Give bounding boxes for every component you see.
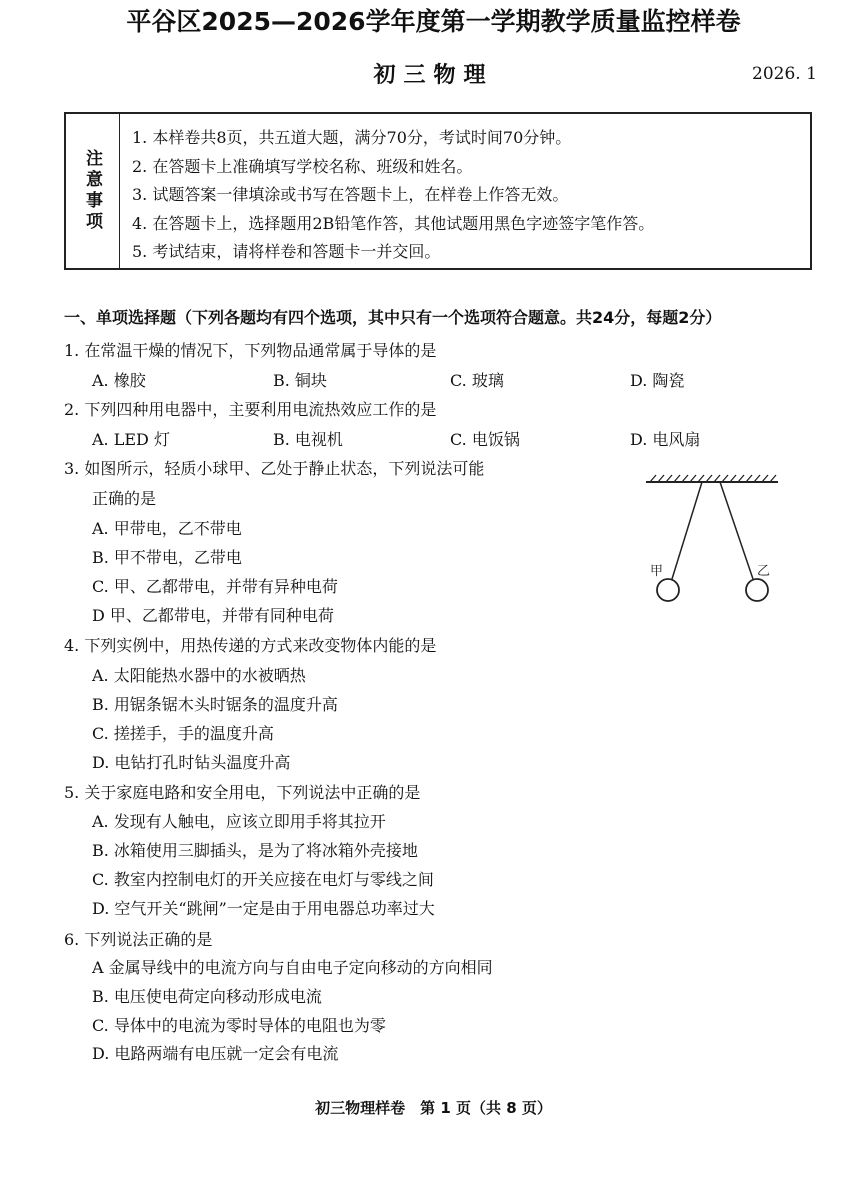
exam-date: 2026. 1 xyxy=(752,64,817,84)
string-yi xyxy=(720,482,753,579)
notice-label-cell xyxy=(66,114,120,268)
ceiling-hatch xyxy=(650,475,776,482)
notice-box xyxy=(64,112,812,270)
ball-jia xyxy=(657,579,679,601)
question-stem: 1. 在常温干燥的情况下，下列物品通常属于导体的是 xyxy=(64,341,437,360)
exam-title: 平谷区2025—2026学年度第一学期教学质量监控样卷 xyxy=(126,7,741,36)
option: A. 发现有人触电，应该立即用手将其拉开 xyxy=(92,812,386,831)
section-heading: 一、单项选择题（下列各题均有四个选项，其中只有一个选项符合题意。共24分，每题2分） xyxy=(64,308,722,327)
option: C. 甲、乙都带电，并带有异种电荷 xyxy=(92,577,338,596)
question-stem: 6. 下列说法正确的是 xyxy=(64,930,213,949)
question-stem: 3. 如图所示，轻质小球甲、乙处于静止状态，下列说法可能 xyxy=(64,459,485,478)
option: B. 冰箱使用三脚插头，是为了将冰箱外壳接地 xyxy=(92,841,418,860)
notice-label: 注意事项 xyxy=(82,149,102,233)
notice-list xyxy=(132,124,654,267)
option: D. 电路两端有电压就一定会有电流 xyxy=(92,1044,339,1063)
option: D. 电钻打孔时钻头温度升高 xyxy=(92,753,291,772)
option: A. 橡胶 xyxy=(92,371,146,390)
option: C. 搓搓手，手的温度升高 xyxy=(92,724,274,743)
notice-item: 2. 在答题卡上准确填写学校名称、班级和姓名。 xyxy=(132,156,473,176)
string-jia xyxy=(672,482,702,579)
ball-yi xyxy=(746,579,768,601)
option: B. 铜块 xyxy=(273,371,327,390)
option: B. 电压使电荷定向移动形成电流 xyxy=(92,987,322,1006)
option: D. 电风扇 xyxy=(630,430,701,449)
option: A. 甲带电，乙不带电 xyxy=(92,519,242,538)
notice-item: 1. 本样卷共8页，共五道大题，满分70分，考试时间70分钟。 xyxy=(132,128,572,147)
option: D. 空气开关“跳闸”一定是由于用电器总功率过大 xyxy=(92,899,435,918)
option: A. 太阳能热水器中的水被晒热 xyxy=(92,666,306,685)
option: D 甲、乙都带电，并带有同种电荷 xyxy=(92,606,334,625)
suspended-balls-figure xyxy=(640,466,785,606)
subject-title: 初三物理 xyxy=(373,63,494,88)
option: C. 电饭锅 xyxy=(450,430,520,449)
option: A 金属导线中的电流方向与自由电子定向移动的方向相同 xyxy=(92,958,493,977)
notice-item: 3. 试题答案一律填涂或书写在答题卡上，在样卷上作答无效。 xyxy=(132,185,569,204)
option: B. 用锯条锯木头时锯条的温度升高 xyxy=(92,695,338,714)
option: C. 教室内控制电灯的开关应接在电灯与零线之间 xyxy=(92,870,434,889)
notice-item: 5. 考试结束，请将样卷和答题卡一并交回。 xyxy=(132,242,441,261)
option: C. 玻璃 xyxy=(450,371,504,390)
question-stem-continued: 正确的是 xyxy=(92,489,157,508)
notice-item: 4. 在答题卡上，选择题用2B铅笔作答，其他试题用黑色字迹签字笔作答。 xyxy=(132,213,655,233)
question-stem: 4. 下列实例中，用热传递的方式来改变物体内能的是 xyxy=(64,636,437,655)
option: B. 电视机 xyxy=(273,430,343,449)
option: D. 陶瓷 xyxy=(630,371,685,390)
option: B. 甲不带电，乙带电 xyxy=(92,548,242,567)
option: C. 导体中的电流为零时导体的电阻也为零 xyxy=(92,1016,386,1035)
label-yi: 乙 xyxy=(757,564,771,579)
question-stem: 2. 下列四种用电器中，主要利用电流热效应工作的是 xyxy=(64,400,437,419)
question-stem: 5. 关于家庭电路和安全用电，下列说法中正确的是 xyxy=(64,783,421,802)
option: A. LED 灯 xyxy=(92,430,170,449)
label-jia: 甲 xyxy=(650,564,664,579)
page-footer: 初三物理样卷 第 1 页（共 8 页） xyxy=(315,1099,552,1117)
